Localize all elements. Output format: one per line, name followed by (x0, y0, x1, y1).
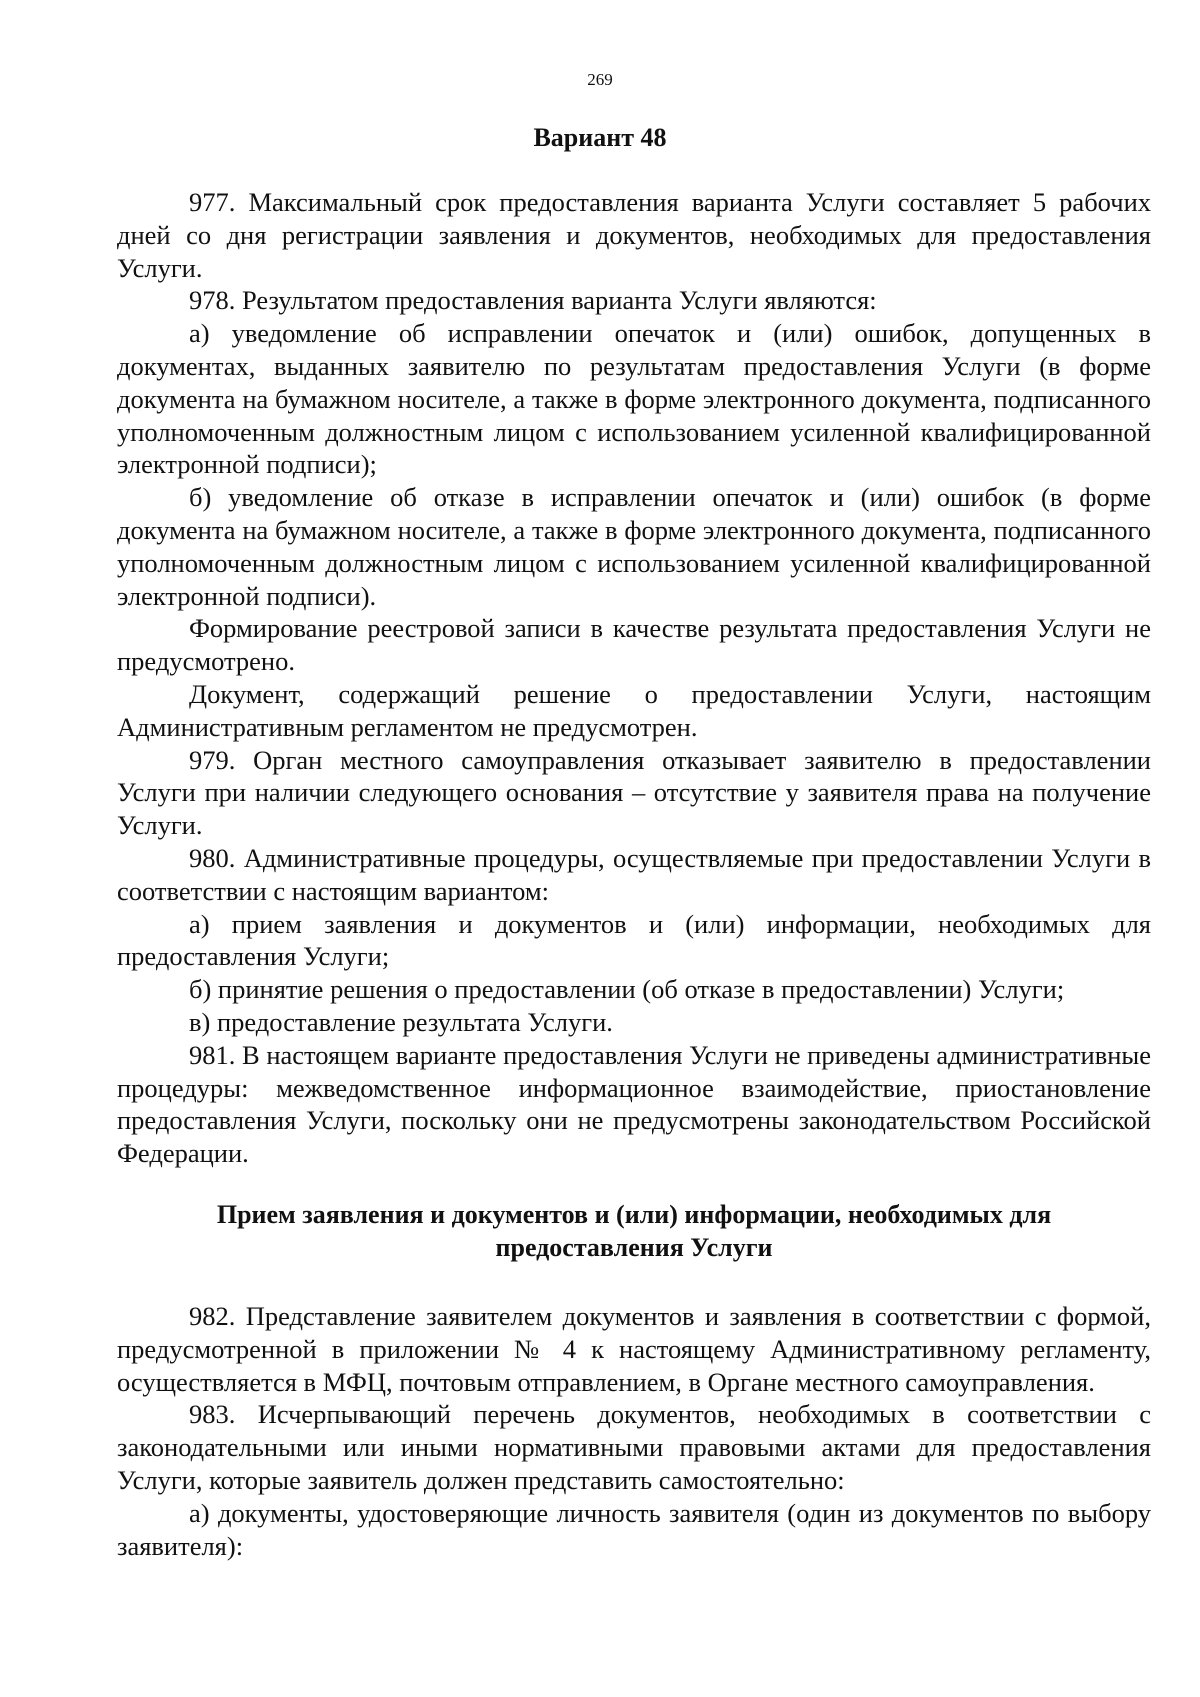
section-heading-line-1: Прием заявления и документов и (или) информации, необходимых для (216, 1200, 1052, 1229)
paragraph-980-a: а) прием заявления и документов и (или) информации, необходимых для предоставления Услуги; (117, 908, 1151, 972)
paragraph-978: 978. Результатом предоставления варианта Услуги являются: (189, 285, 877, 316)
paragraph-981: 981. В настоящем варианте предоставления Услуги не приведены административные процедуры: межведомственное информационное взаимодействие, приостановление предоставления Услуги, поскольку они не предусмотрены законодательством Российской Федерации. (117, 1039, 1151, 1169)
section-heading-line-2: предоставления Услуги (495, 1233, 773, 1262)
paragraph-983-a: а) документы, удостоверяющие личность заявителя (один из документов по выбору заявителя): (117, 1497, 1151, 1561)
body-text-block-1 (117, 186, 1151, 1170)
page-number: 269 (587, 70, 613, 89)
paragraph-980-b: б) принятие решения о предоставлении (об отказе в предоставлении) Услуги; (189, 974, 1065, 1005)
paragraph-982: 982. Представление заявителем документов и заявления в соответствии с формой, предусмотренной в приложении № 4 к настоящему Административному регламенту, осуществляется в МФЦ, почтовым отправлением, в Органе местного самоуправления. (117, 1301, 1151, 1397)
body-text-block-2 (117, 1300, 1151, 1562)
paragraph-980: 980. Административные процедуры, осуществляемые при предоставлении Услуги в соответствии с настоящим вариантом: (117, 842, 1151, 906)
paragraph-979: 979. Орган местного самоуправления отказывает заявителю в предоставлении Услуги при наличии следующего основания – отсутствие у заявителя права на получение Услуги. (117, 744, 1151, 841)
variant-title: Вариант 48 (533, 123, 667, 152)
paragraph-980-c: в) предоставление результата Услуги. (189, 1006, 613, 1037)
paragraph-977: 977. Максимальный срок предоставления варианта Услуги составляет 5 рабочих дней со дня регистрации заявления и документов, необходимых для предоставления Услуги. (117, 187, 1151, 283)
section-heading (117, 1198, 1151, 1264)
paragraph-978-b: б) уведомление об отказе в исправлении опечаток и (или) ошибок (в форме документа на бумажном носителе, а также в форме электронного документа, подписанного уполномоченным должностным лицом с использованием усиленной квалифицированной электронной подписи). (117, 482, 1151, 611)
paragraph-978-a: а) уведомление об исправлении опечаток и (или) ошибок, допущенных в документах, выданных заявителю по результатам предоставления Услуги (в форме документа на бумажном носителе, а также в форме электронного документа, подписанного уполномоченным должностным лицом с использованием усиленной квалифицированной электронной подписи); (117, 318, 1151, 480)
paragraph-registry-record: Формирование реестровой записи в качестве результата предоставления Услуги не предусмотрено. (117, 613, 1151, 677)
paragraph-983: 983. Исчерпывающий перечень документов, необходимых в соответствии с законодательными или иными нормативными правовыми актами для предоставления Услуги, которые заявитель должен представить самостоятельно: (117, 1399, 1151, 1495)
paragraph-decision-document: Документ, содержащий решение о предоставлении Услуги, настоящим Административным регламентом не предусмотрен. (117, 678, 1151, 742)
